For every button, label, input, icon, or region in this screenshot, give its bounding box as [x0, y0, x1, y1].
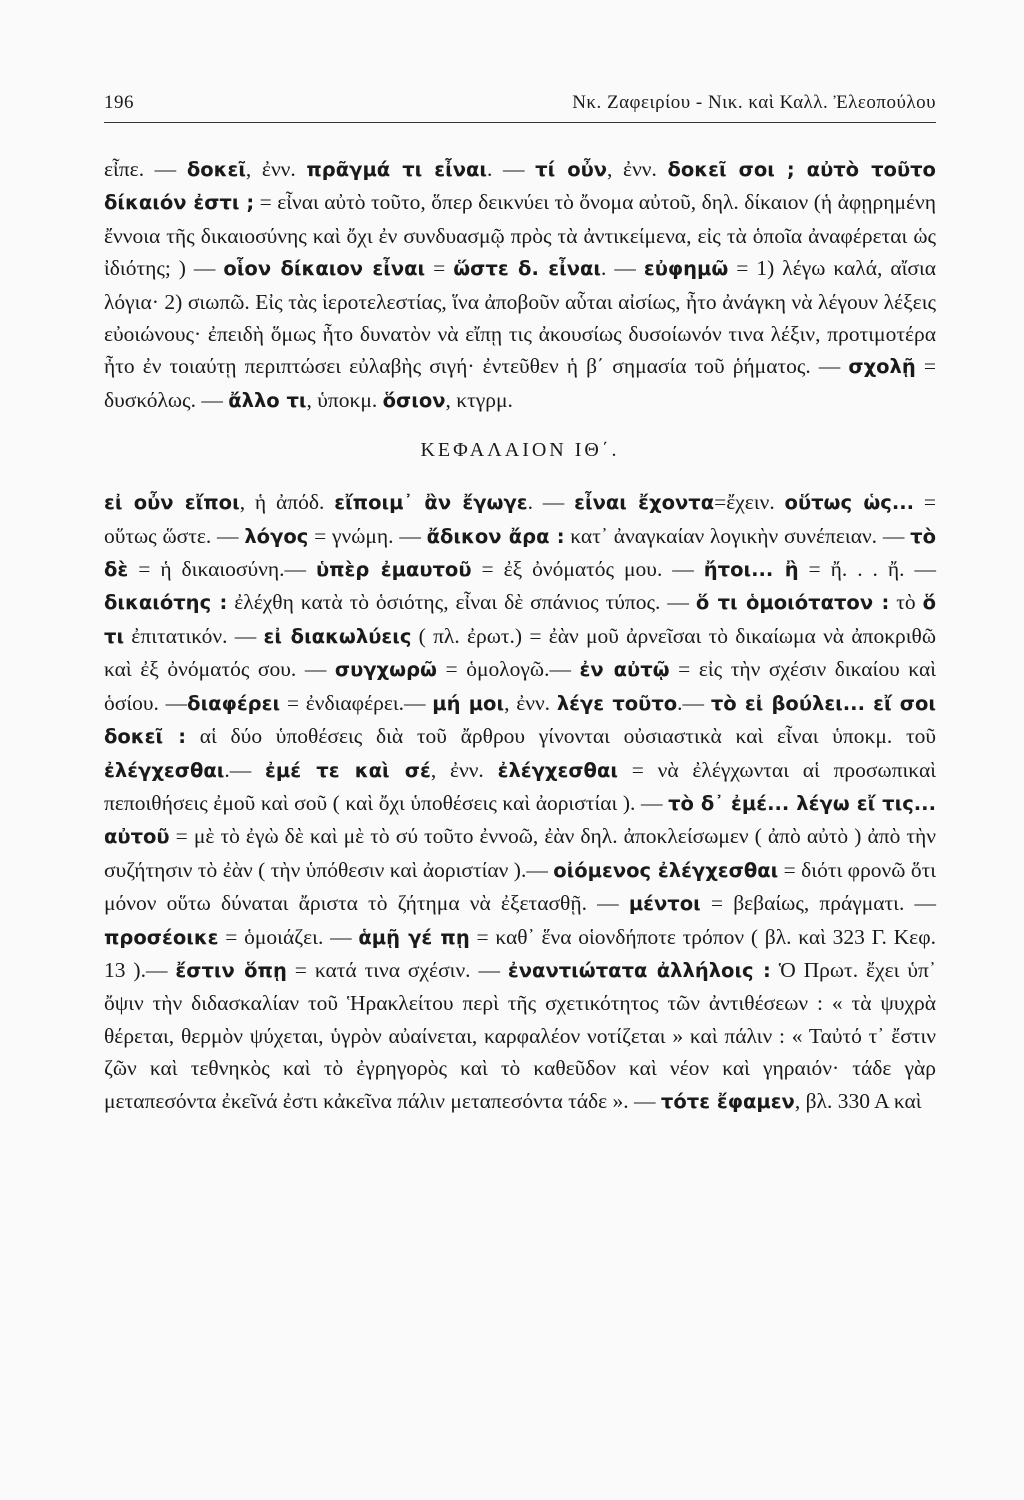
lemma: δοκεῖ σοι ; αὐτὸ τοῦτο δίκαιόν ἐστι ; [104, 158, 936, 215]
gloss-text: , ἡ ἀπόδ. [239, 490, 335, 515]
lemma: ἐμέ τε καὶ σέ [265, 758, 431, 782]
gloss-text: .— [677, 690, 711, 715]
gloss-text: = εἰς τὴν σχέσιν δικαίου καὶ ὁσίου. — [104, 657, 936, 715]
lemma: λέγε τοῦτο [556, 691, 678, 715]
lemma: ἁμῇ γέ πῃ [358, 925, 470, 949]
lemma: ἤτοι... ἢ [703, 558, 799, 582]
gloss-text: = ἐξ ὀνόματός μου. — [471, 557, 704, 582]
running-head-title: Νκ. Ζαφειρίου - Νικ. καὶ Καλλ. Ἐλεοπούλου [572, 92, 936, 113]
lemma: ὅ τι ὁμοιότατον : [695, 591, 890, 615]
lemma: διαφέρει [187, 691, 281, 715]
gloss-text: , ἐνν. [430, 757, 498, 782]
gloss-text: = εἶναι αὐτὸ τοῦτο, ὅπερ δεικνύει τὸ ὄνομα αὐτοῦ, δηλ. δίκαιον (ἡ ἀφῃρημένη ἔννοια τῆς δικαιοσύνης καὶ ὄχι ἐν συνδυασμῷ πρὸς τὰ ἀντικείμενα, εἰς τὰ ὁποῖα ἀναφέρεται ὡς ἰδιότης; ) — [104, 190, 937, 281]
gloss-text: . — [527, 490, 575, 515]
lemma: ὥστε δ. εἶναι [453, 257, 601, 281]
gloss-text: αἱ δύο ὑποθέσεις διὰ τοῦ ἄρθρου γίνονται οὐσιαστικὰ καὶ εἶναι ὑποκμ. τοῦ [186, 724, 937, 749]
lemma: πρᾶγμά τι εἶναι [306, 158, 488, 181]
lemma: προσέοικε [104, 925, 219, 949]
lemma: ἐλέγχεσθαι [104, 758, 225, 782]
gloss-text: εἶπε. — [104, 157, 187, 181]
lemma: δικαιότης : [104, 591, 228, 615]
gloss-text: , βλ. 330 Α καὶ [794, 1088, 922, 1113]
lemma: ὑπὲρ ἐμαυτοῦ [315, 558, 472, 582]
gloss-text: = ἤ. . . ἤ. — [798, 557, 936, 582]
lemma: εἶναι ἔχοντα [574, 491, 715, 515]
lemma: τὸ δὲ [104, 524, 936, 582]
gloss-text: . — [487, 157, 536, 181]
lemma: τὸ εἰ βούλει... εἴ σοι δοκεῖ : [104, 691, 936, 749]
commentary-paragraph-1 [104, 153, 936, 417]
gloss-text: , κτγρμ. [445, 387, 513, 412]
running-head [104, 92, 936, 123]
lemma: εἰ οὖν εἴποι [104, 491, 240, 515]
gloss-text: = ὁμοιάζει. — [218, 924, 359, 949]
gloss-text: = ἡ δικαιοσύνη.— [128, 557, 316, 582]
gloss-text: = διότι φρονῶ ὅτι μόνον οὕτω δύναται ἄριστα τὸ ζήτημα νὰ ἐξετασθῇ. — [104, 857, 936, 916]
gloss-text: = δυσκόλως. — [104, 354, 936, 412]
gloss-text: ( πλ. ἐρωτ.) = ἐὰν μοῦ ἀρνεῖσαι τὸ δικαίωμα νὰ ἀποκριθῶ καὶ ἐξ ὀνόματός σου. — [104, 623, 936, 682]
lemma: ὅ τι [104, 591, 937, 648]
lemma: εἴποιμ᾽ ἂν ἔγωγε [334, 491, 528, 515]
gloss-text: τὸ [889, 590, 923, 615]
gloss-text: =ἔχειν. [714, 490, 785, 515]
gloss-text: = καθ᾽ ἕνα οἱονδήποτε τρόπον ( βλ. καὶ 323 Γ. Κεφ. 13 ).— [104, 924, 936, 982]
gloss-text: Ὁ Πρωτ. ἔχει ὑπ᾽ ὄψιν τὴν διδασκαλίαν τοῦ Ἡρακλείτου περὶ τῆς σχετικότητος τῶν ἀντιθέσεων : « τὰ ψυχρὰ θέρεται, θερμὸν ψύχεται, ὑγρὸν αὐαίνεται, καρφαλέον νοτίζεται » καὶ πάλιν : « Ταὐτό τ᾽ ἔστιν ζῶν καὶ τεθνηκὸς καὶ τὸ ἐγρηγορὸς καὶ τὸ καθεῦδον καὶ νέον καὶ γηραιόν· τάδε γὰρ μεταπεσόντα ἐκεῖνά ἐστι κἀκεῖνα πάλιν μεταπεσόντα τάδε ». — [104, 957, 936, 1113]
lemma: εὐφημῶ [643, 257, 729, 281]
lemma: ἔστιν ὅπῃ [175, 958, 287, 982]
lemma: οἷον δίκαιον εἶναι [223, 257, 426, 281]
gloss-text: = νὰ ἐλέγχωνται αἱ προσωπικαὶ πεποιθήσεις ἐμοῦ καὶ σοῦ ( καὶ ὄχι ὑποθέσεις καὶ ἀοριστίαι ). — [104, 757, 936, 815]
lemma: ἄλλο τι [228, 388, 307, 412]
gloss-text: , ἐνν. [504, 690, 557, 715]
page [104, 92, 936, 1118]
page-number: 196 [104, 92, 134, 113]
commentary-paragraph-2 [104, 486, 936, 1118]
gloss-text: .— [224, 757, 265, 782]
lemma: ἄδικον ἄρα : [426, 524, 565, 548]
lemma: ἐν αὐτῷ [579, 658, 670, 682]
lemma: δοκεῖ [186, 158, 246, 181]
lemma: σχολῇ [848, 355, 916, 379]
lemma: τότε ἔφαμεν [660, 1089, 795, 1113]
gloss-text: = γνώμη. — [308, 523, 427, 548]
lemma: λόγος [244, 524, 309, 548]
commentary-body [104, 153, 936, 1118]
lemma: μή μοι [432, 691, 505, 715]
lemma: εἰ διακωλύεις [263, 624, 412, 648]
gloss-text: = οὕτως ὥστε. — [104, 490, 937, 548]
lemma: συγχωρῶ [334, 658, 437, 682]
chapter-heading: ΚΕΦΑΛΑΙΟΝ ΙΘ΄. [420, 439, 620, 462]
gloss-text: = 1) λέγω καλά, αἴσια λόγια· 2) σιωπῶ. Εἰς τὰς ἱεροτελεστίας, ἵνα ἀποβοῦν αὗται αἰσίως, ἦτο ἀνάγκη νὰ λέγουν λέξεις εὐοιώνους· ἐπειδὴ ὅμως ἦτο δυνατὸν νὰ εἴπῃ τις ἀκουσίως δυσοίωνόν τινα λέξιν, προτιμοτέρα ἦτο ἐν τοιαύτῃ περιπτώσει εὐλαβὴς σιγή· ἐντεῦθεν ἡ β΄ σημασία τοῦ ῥήματος. — [104, 256, 937, 379]
lemma: ἐναντιώτατα ἀλλήλοις : [507, 958, 771, 982]
lemma: ὅσιον [382, 388, 446, 412]
gloss-text: = βεβαίως, πράγματι. — [700, 891, 936, 916]
lemma: τί οὖν [535, 158, 608, 181]
gloss-text: . — [601, 256, 644, 281]
lemma: οἰόμενος ἐλέγχεσθαι [553, 858, 779, 882]
gloss-text: κατ᾽ ἀναγκαίαν λογικὴν συνέπειαν. — [564, 523, 911, 548]
gloss-text: , ἐνν. [607, 157, 668, 181]
gloss-text: = κατά τινα σχέσιν. — [286, 957, 508, 982]
gloss-text: = μὲ τὸ ἐγὼ δὲ καὶ μὲ τὸ σύ τοῦτο ἐννοῶ, ἐὰν δηλ. ἀποκλείσωμεν ( ἀπὸ αὐτὸ ) ἀπὸ τὴν συζήτησιν τὸ ἐὰν ( τὴν ὑπόθεσιν καὶ ἀοριστίαν ).— [104, 824, 936, 882]
gloss-text: = [425, 256, 454, 281]
gloss-text: = ἐνδιαφέρει.— [280, 690, 433, 715]
lemma: οὕτως ὡς... [784, 491, 915, 515]
lemma: ἐλέγχεσθαι [497, 758, 618, 782]
gloss-text: ἐπιτατικόν. — [124, 623, 264, 648]
gloss-text: = ὁμολογῶ.— [436, 657, 580, 682]
lemma: τὸ δ᾽ ἐμέ... λέγω εἴ τις... αὐτοῦ [104, 791, 936, 849]
gloss-text: , ἐνν. [245, 157, 307, 181]
gloss-text: ἐλέχθη κατὰ τὸ ὁσιότης, εἶναι δὲ σπάνιος τύπος. — [227, 590, 696, 615]
gloss-text: , ὑποκμ. [306, 387, 383, 412]
lemma: μέντοι [628, 892, 701, 916]
